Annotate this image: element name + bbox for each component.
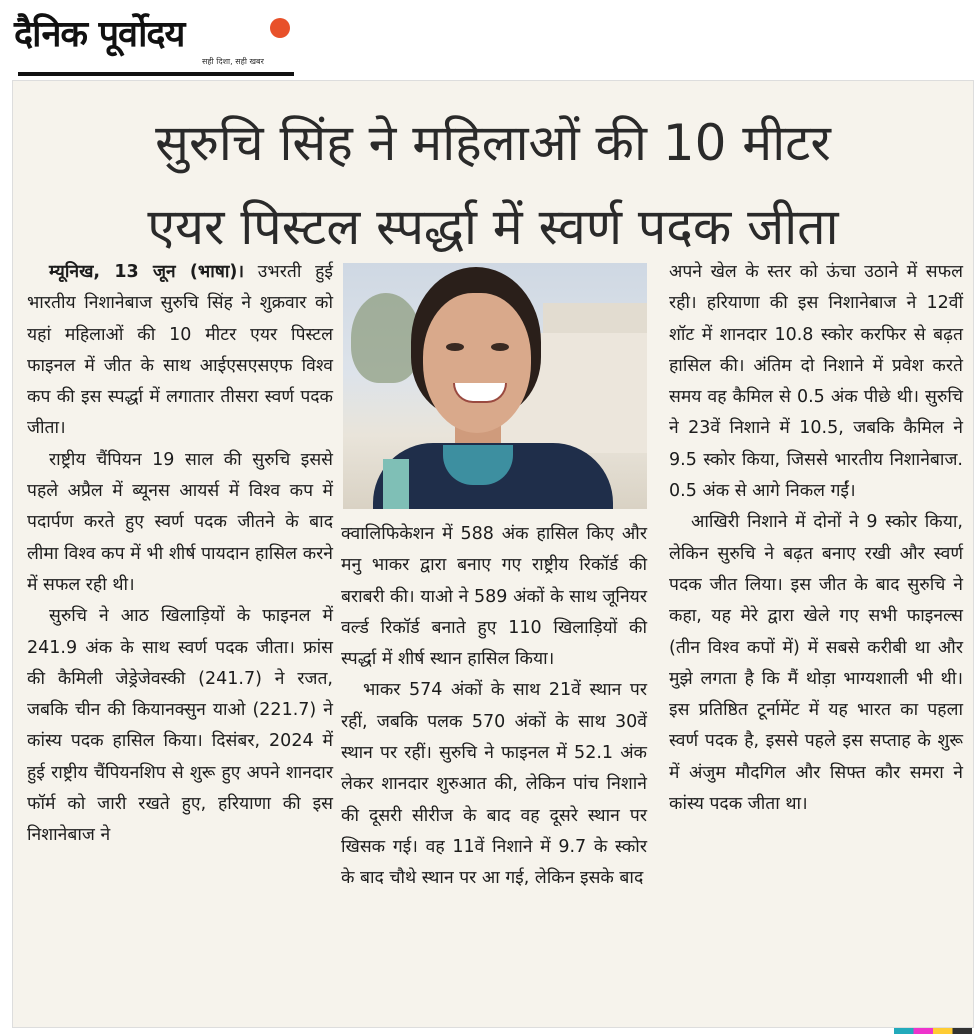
paragraph: अपने खेल के स्तर को ऊंचा उठाने में सफल रही। हरियाणा की इस निशानेबाज ने 12वीं शॉट में शानदार 10.8 स्कोर करफिर से बढ़त हासिल की। अंतिम दो निशाने में प्रवेश करते समय वह कैमिल से 0.5 अंक पीछे थी। सुरुचि ने 23वें निशाने में 10.5, जबकि कैमिल ने 9.5 स्कोर किया, जिससे भारतीय निशानेबाज. 0.5 अंक से आगे निकल गईं। (669, 262, 963, 502)
photo-face (423, 293, 531, 433)
dateline-paragraph (27, 257, 333, 445)
paragraph: उभरती हुई भारतीय निशानेबाज सुरुचि सिंह ने शुक्रवार को यहां महिलाओं की 10 मीटर एयर पिस्टल फाइनल में जीत के साथ आईएसएसएफ विश्व कप की इस स्पर्द्धा में लगातार तीसरा स्वर्ण पदक जीता। (27, 262, 333, 439)
paragraph: भाकर 574 अंकों के साथ 21वें स्थान पर रहीं, जबकि पलक 570 अंकों के साथ 30वें स्थान पर रहीं। सुरुचि ने फाइनल में 52.1 अंक लेकर शानदार शुरुआत की, लेकिन पांच निशाने की दूसरी सीरीज के बाद वह दूसरे स्थान पर खिसक गई। वह 11वें निशाने में 9.7 के स्कोर के बाद चौथे स्थान पर आ गई, लेकिन इसके बाद (341, 680, 647, 889)
column-3 (669, 257, 963, 820)
paragraph: सुरुचि ने आठ खिलाड़ियों के फाइनल में 241.9 अंक के साथ स्वर्ण पदक जीता। फ्रांस की कैमिली जेड्रेजेवस्की (241.7) ने रजत, जबकि चीन की कियानक्सुन याओ (221.7) ने कांस्य पदक हासिल किया। दिसंबर, 2024 में हुई राष्ट्रीय चैंपियनशिप से शुरू हुए अपने शानदार फॉर्म को जारी रखते हुए, हरियाणा की इस निशानेबाज ने (27, 606, 333, 846)
masthead (10, 6, 300, 76)
color-strip (894, 1028, 972, 1034)
photo-eye (491, 343, 509, 351)
masthead-rule (18, 72, 294, 76)
athlete-photo (343, 263, 647, 509)
photo-medal-ribbon (383, 459, 409, 509)
headline (13, 101, 973, 269)
paragraph: आखिरी निशाने में दोनों ने 9 स्कोर किया, लेकिन सुरुचि ने बढ़त बनाए रखी और स्वर्ण पदक जीत लिया। इस जीत के बाद सुरुचि ने कहा, यह मेरे द्वारा खेले गए सभी फाइनल्स (तीन विश्व कपों में) में सबसे करीबी था और मुझे लगता है कि मैं थोड़ा भाग्यशाली भी थी। इस प्रतिष्ठित टूर्नामेंट में यह भारत का पहला स्वर्ण पदक है, इससे पहले इस सप्ताह के शुरू में अंजुम मौदगिल और सिफ्त कौर समरा ने कांस्य पदक जीता था। (669, 512, 963, 815)
logo-dot-icon (270, 18, 290, 38)
paragraph: क्वालिफिकेशन में 588 अंक हासिल किए और मनु भाकर द्वारा बनाए गए राष्ट्रीय रिकॉर्ड की बराबरी की। याओ ने 589 अंकों के साथ जूनियर वर्ल्ड रिकॉर्ड बनाते हुए 110 खिलाड़ियों की स्पर्द्धा में शीर्ष स्थान हासिल किया। (341, 524, 647, 670)
column-1 (27, 257, 333, 852)
column-2 (341, 519, 647, 895)
newspaper-logo: दैनिक पूर्वोदय (14, 14, 185, 55)
news-clipping (12, 80, 974, 1028)
headline-line-1: सुरुचि सिंह ने महिलाओं की 10 मीटर (155, 114, 831, 172)
tagline: सही दिशा, सही खबर (202, 57, 264, 66)
paragraph: राष्ट्रीय चैंपियन 19 साल की सुरुचि इससे पहले अप्रैल में ब्यूनस आयर्स में विश्व कप में पदार्पण करते हुए स्वर्ण पदक जीतने के बाद लीमा विश्व कप में भी शीर्ष पायदान हासिल करने में सफल रही थी। (27, 449, 333, 595)
photo-eye (446, 343, 464, 351)
headline-line-2: एयर पिस्टल स्पर्द्धा में स्वर्ण पदक जीता (147, 198, 839, 256)
dateline: म्यूनिख, 13 जून (भाषा)। (49, 262, 245, 282)
